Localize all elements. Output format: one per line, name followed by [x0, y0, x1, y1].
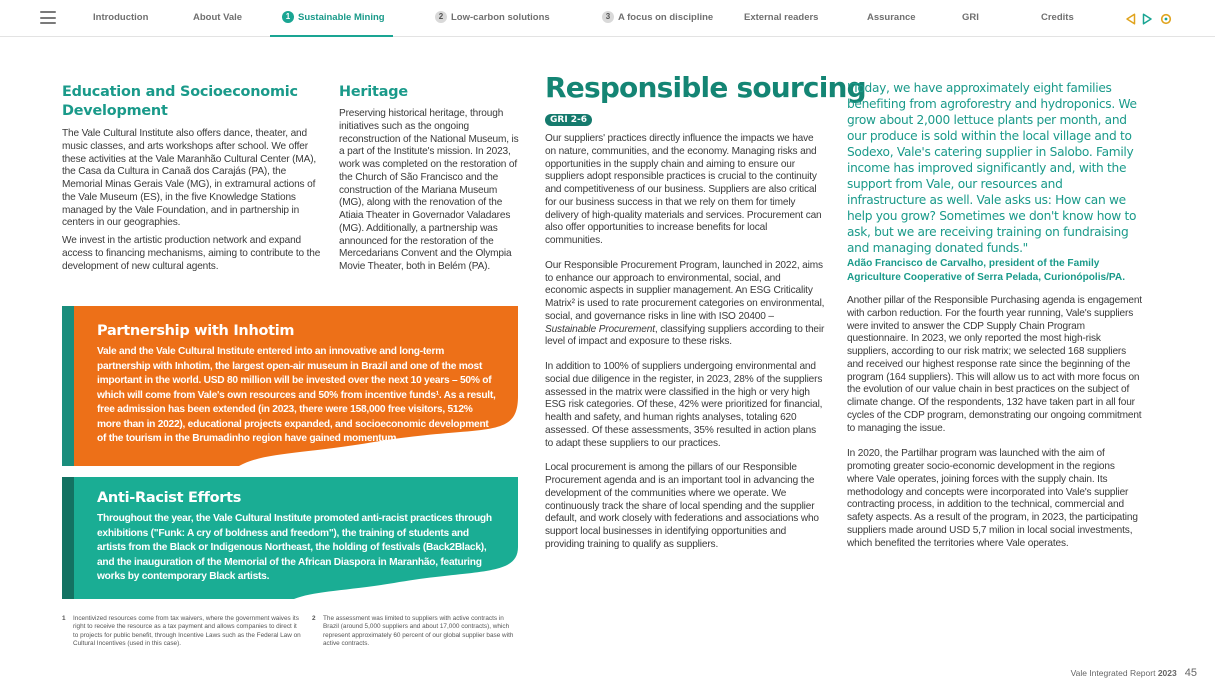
title-rest-part: sourcing: [727, 71, 866, 104]
nav-item-introduction[interactable]: [93, 0, 148, 37]
inhotim-heading: Partnership with Inhotim: [97, 323, 295, 339]
sourcing-paragraph-3: In addition to 100% of suppliers undergoing environmental and social due diligence in the register, in 2023, 28% of the suppliers assessed in the matrix were classified in the high or very high ESG risk categories. Of these, 42% were prioritized for financial, health and safety, and human rights analyses, totaling 620 assessed. Of these assessments, 35% resulted in action plans to adapt these suppliers to our practices.: [545, 361, 823, 449]
nav-item-gri[interactable]: [962, 0, 979, 37]
nav-tools: [1125, 12, 1174, 24]
sustainable-procurement-emphasis: Sustainable Procurement: [545, 323, 655, 335]
nav-item-label: GRI: [962, 12, 979, 23]
callout-accent-bar: [62, 477, 74, 599]
nav-item-label: Sustainable Mining: [298, 12, 385, 23]
nav-item-credits[interactable]: [1041, 0, 1074, 37]
sourcing-paragraph-1: Our suppliers' practices directly influence the impacts we have on nature, communities, and the economy. Managing risks and opportunities in the supply chain and aiming to ensure our suppliers adopt responsible practices is crucial to the continuity and competitiveness of our business. Suppliers are also critical for our business success in that we rely on them for timely delivery of high-quality materials and services. Procurement can also offer opportunities to increase benefits for local communities.: [545, 133, 822, 246]
anti-racist-callout-content: [97, 489, 497, 585]
carbon-reduction-paragraph: Another pillar of the Responsible Purchasing agenda is engagement with carbon reduction. For the fourth year running, Vale's suppliers were invited to answer the CDP Supply Chain Program questionnaire. In 2023, we only reported the most high-risk suppliers, according to our risk matrix; we selected 168 suppliers and received our highest response rate since the beginning of the program (164 suppliers). This will allow us to act with more focus on the evolution of our value chain in best practices on the subject of climate change. Of the respondents, 132 have taken part in all four cycles of the CDP program, demonstrating our ongoing commitment to managing the issue.: [847, 295, 1142, 434]
nav-item-low-carbon-solutions[interactable]: [435, 0, 550, 37]
footnote-number: 1: [62, 615, 66, 622]
pull-quote: "Today, we have approximately eight families benefiting from agroforestry and hydroponics. We grow about 2,000 lettuce plants per month, and our produce is sold within the local village and to Sodexo, Vale's catering supplier in Salobo. Family income has improved significantly and, with the support from Vale, our resources and infrastructure as well. Vale asks us: How can we help you grow? Sometimes we don't know how to ask, but we are receiving training on fundraising and managing donated funds.": [847, 81, 1137, 255]
menu-icon[interactable]: [40, 11, 56, 24]
section-number-badge: 1: [282, 11, 294, 23]
education-paragraph-2: We invest in the artistic production network and expand access to financing mechanisms, aiming to contribute to the development of new cultural agents.: [62, 235, 321, 272]
footnote-text: Incentivized resources come from tax waivers, where the government waives its right to receive the resource as a tax payment and allows companies to direct it to projects for public benefit, through Incentive Laws such as the Federal Law on Cultural Incentives (used in this case).: [73, 615, 301, 647]
inhotim-paragraph: Vale and the Vale Cultural Institute entered into an innovative and long-term partnership with Inhotim, the largest open-air museum in Brazil and one of the most important in the world. USD 80 million will be invested over the next 10 years – 50% of which will come from Vale's own resources and 50% from incentive funds¹. As a result, free admission has been extended (in 2023, there were 158,000 free visitors, 512% more than in 2022), educational projects expanded, and socioeconomic development of the tourism in the Brumadinho region have gained momentum.: [97, 346, 496, 444]
report-name: Vale Integrated Report: [1070, 668, 1158, 678]
home-icon[interactable]: [1160, 13, 1172, 25]
page-number: 45: [1184, 667, 1197, 679]
top-navigation: [0, 0, 1215, 37]
anti-racist-heading: Anti-Racist Efforts: [97, 490, 242, 506]
section-number-badge: 2: [435, 11, 447, 23]
heritage-column: [339, 83, 519, 274]
nav-item-external-readers[interactable]: [744, 0, 818, 37]
partilhar-paragraph: In 2020, the Partilhar program was launched with the aim of promoting greater socio-economic development in the regions where Vale operates, joining forces with the supply chain. Its methodology and concepts were incorporated into Vale's supplier contracting process, in addition to the technical, commercial and safety aspects. As a result of the program, in 2023, the participating suppliers made around USD 5,7 milion in local social investments, which benefited the territories where Vale operates.: [847, 448, 1138, 549]
footnote-text: The assessment was limited to suppliers with active contracts in Brazil (around 5,000 suppliers and about 17,000 contracts), which represent approximately 60 percent of our global supplier base with active contracts.: [323, 615, 514, 647]
nav-item-label: External readers: [744, 12, 819, 23]
heritage-paragraph: Preserving historical heritage, through initiatives such as the ongoing reconstruction of the National Museum, is a part of the Institute's mission. In 2023, work was completed on the restoration of the Church of São Francisco and the construction of the Mariana Museum (MG), along with the renovation of the Atiaia Theater in Governador Valadares (MG). Additionally, a partnership was announced for the restoration of the Mercedarians Convent and the Olympia Movie Theater, both in Belém (PA).: [339, 108, 519, 272]
nav-item-label: Low-carbon solutions: [451, 12, 550, 23]
nav-item-label: About Vale: [193, 12, 243, 23]
section-number-badge: 3: [602, 11, 614, 23]
nav-item-a-focus-on-discipline[interactable]: [602, 0, 713, 37]
nav-item-assurance[interactable]: [867, 0, 916, 37]
anti-racist-paragraph: Throughout the year, the Vale Cultural Institute promoted anti-racist practices through exhibitions ("Funk: A cry of boldness and freedom"), the training of students and artists from the Black or Indigenous Northeast, the holding of festivals (Back2Black), and the inauguration of the Memorial of the African Diaspora in Maranhão, featuring works by contemporary Black artists.: [97, 513, 492, 582]
education-column: [62, 83, 328, 273]
education-heading: Education and Socioeconomic Development: [62, 84, 298, 119]
previous-icon[interactable]: [1125, 13, 1136, 25]
sourcing-paragraph-4: Local procurement is among the pillars of our Responsible Procurement agenda and is an important tool in advancing the development of the communities where we operate. We continuously track the share of local spending and the supplier default, and work closely with federations and associations who support local businesses in identifying opportunities and providing training to qualify as suppliers.: [545, 462, 819, 550]
inhotim-callout-content: [97, 322, 497, 447]
footnote-number: 2: [312, 615, 316, 622]
title-bold-part: Responsible: [545, 71, 728, 104]
gri-tag-badge: GRI 2-6: [545, 114, 592, 126]
page-footer: [1071, 663, 1197, 681]
inhotim-callout: [62, 306, 518, 466]
report-year: 2023: [1157, 668, 1177, 678]
nav-item-label: A focus on discipline: [618, 12, 714, 23]
next-icon[interactable]: [1142, 13, 1153, 25]
nav-item-about-vale[interactable]: [193, 0, 242, 37]
sourcing-paragraph-2-text-end: , classifying suppliers according to their level of impact and exposure to these risks.: [545, 323, 825, 348]
nav-item-sustainable-mining[interactable]: [270, 0, 393, 37]
education-paragraph-1: The Vale Cultural Institute also offers dance, theater, and music classes, and arts workshops after school. We offer these activities at the Vale Maranhão Cultural Center (MA), the Casa da Cultura in Canaã dos Carajás (PA), the Memorial Minas Gerais Vale (MG), in extramural actions of the Vale Museum (ES), in the five Knowledge Stations managed by the Vale Foundation, and in partnership in centers in our geographies.: [62, 128, 317, 229]
sourcing-paragraph-2-text: Our Responsible Procurement Program, launched in 2022, aims to enhance our approach to environmental, social, and economic aspects in supplier management. An ESG Criticality Matrix² is used to rate procurement categories on environmental, social, and governance risks in line with ISO 20400 –: [545, 259, 825, 322]
responsible-sourcing-column: [545, 71, 866, 552]
nav-item-label: Assurance: [867, 12, 916, 23]
anti-racist-callout: [62, 477, 518, 599]
nav-item-label: Introduction: [93, 12, 149, 23]
callout-accent-bar: [62, 306, 74, 466]
heritage-heading: Heritage: [339, 84, 408, 100]
nav-item-label: Credits: [1041, 12, 1074, 23]
quote-attribution: Adão Francisco de Carvalho, president of the Family Agriculture Cooperative of Serra Pelada, Curionópolis/PA.: [847, 258, 1126, 283]
quote-column: [847, 80, 1143, 550]
sourcing-paragraph-2: [545, 260, 825, 349]
responsible-sourcing-title: [545, 71, 866, 105]
